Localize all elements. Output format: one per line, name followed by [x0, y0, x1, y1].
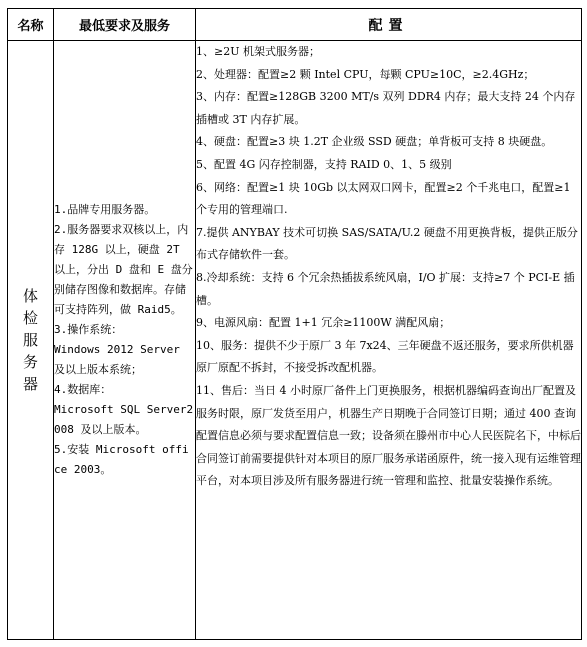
requirement-item: 2.服务器要求双核以上，内存 128G 以上，硬盘 2T 以上，分出 D 盘和 E 盘分别储存图像和数据库。存储可支持阵列，做 Raid5。 — [54, 223, 193, 316]
item-name-char: 服 — [22, 331, 38, 349]
table-row — [8, 41, 582, 640]
config-item: 9、电源风扇：配置 1+1 冗余≥1100W 满配风扇； — [196, 316, 451, 330]
item-name-char: 检 — [22, 309, 38, 327]
item-name-char: 务 — [22, 353, 38, 371]
config-item: 11、售后：当日 4 小时原厂备件上门更换服务，根据机器编码查询出厂配置及服务时限，原厂发货至用户，机器生产日期晚于合同签订日期；通过 400 查询配置信息必须与要求配置信息一致；设备须在滕州市中心人民医院名下，中标后合同签订前需要提供针对本项目的原厂服务承诺函原件，统一接入现有运维管理平台，对本项目涉及所有服务器进行统一管理和监控、批量安装操作系统。 — [196, 383, 581, 488]
requirement-item: 3.操作系统： — [54, 323, 123, 336]
config-item: 5、配置 4G 闪存控制器，支持 RAID 0、1、5 级别 — [196, 157, 452, 171]
requirement-item: 4.数据库： — [54, 383, 112, 396]
config-item: 1、≥2U 机架式服务器； — [196, 45, 320, 58]
header-requirements: 最低要求及服务 — [54, 9, 196, 41]
config-item: 8.冷却系统：支持 6 个冗余热插拔系统风扇，I/O 扩展：支持≥7 个 PCI-E 插槽。 — [196, 270, 575, 307]
config-item: 7.提供 ANYBAY 技术可切换 SAS/SATA/U.2 硬盘不用更换背板，提供正版分布式存储软件一套。 — [196, 225, 578, 262]
config-item: 6、网络：配置≥1 块 10Gb 以太网双口网卡，配置≥2 个千兆电口，配置≥1 个专用的管理端口. — [196, 180, 571, 217]
config-item: 10、服务：提供不少于原厂 3 年 7x24、三年硬盘不返还服务，要求所供机器原厂原配不拆封，不接受拆改配机器。 — [196, 338, 574, 375]
config-item: 3、内存：配置≥128GB 3200 MT/s 双列 DDR4 内存；最大支持 24 个内存插槽或 3T 内存扩展。 — [196, 90, 576, 126]
requirement-item: 1.品牌专用服务器。 — [54, 203, 156, 216]
requirement-item: 5.安装 Microsoft office 2003。 — [54, 443, 189, 476]
item-name-cell — [8, 41, 54, 640]
item-name-char: 体 — [22, 287, 38, 305]
server-spec-table — [7, 8, 582, 640]
requirements-cell — [54, 41, 196, 640]
item-name-char: 器 — [22, 375, 38, 393]
configuration-cell — [196, 41, 582, 640]
requirement-item: Windows 2012 Server 及以上版本系统； — [54, 343, 180, 376]
requirement-item: Microsoft SQL Server2008 及以上版本。 — [54, 403, 194, 436]
header-name: 名称 — [8, 9, 54, 41]
config-item: 2、处理器：配置≥2 颗 Intel CPU，每颗 CPU≥10C，≥2.4GHz； — [196, 67, 535, 81]
header-configuration: 配置 — [196, 9, 582, 41]
config-item: 4、硬盘：配置≥3 块 1.2T 企业级 SSD 硬盘；单背板可支持 8 块硬盘。 — [196, 135, 553, 149]
header-row — [8, 9, 582, 41]
